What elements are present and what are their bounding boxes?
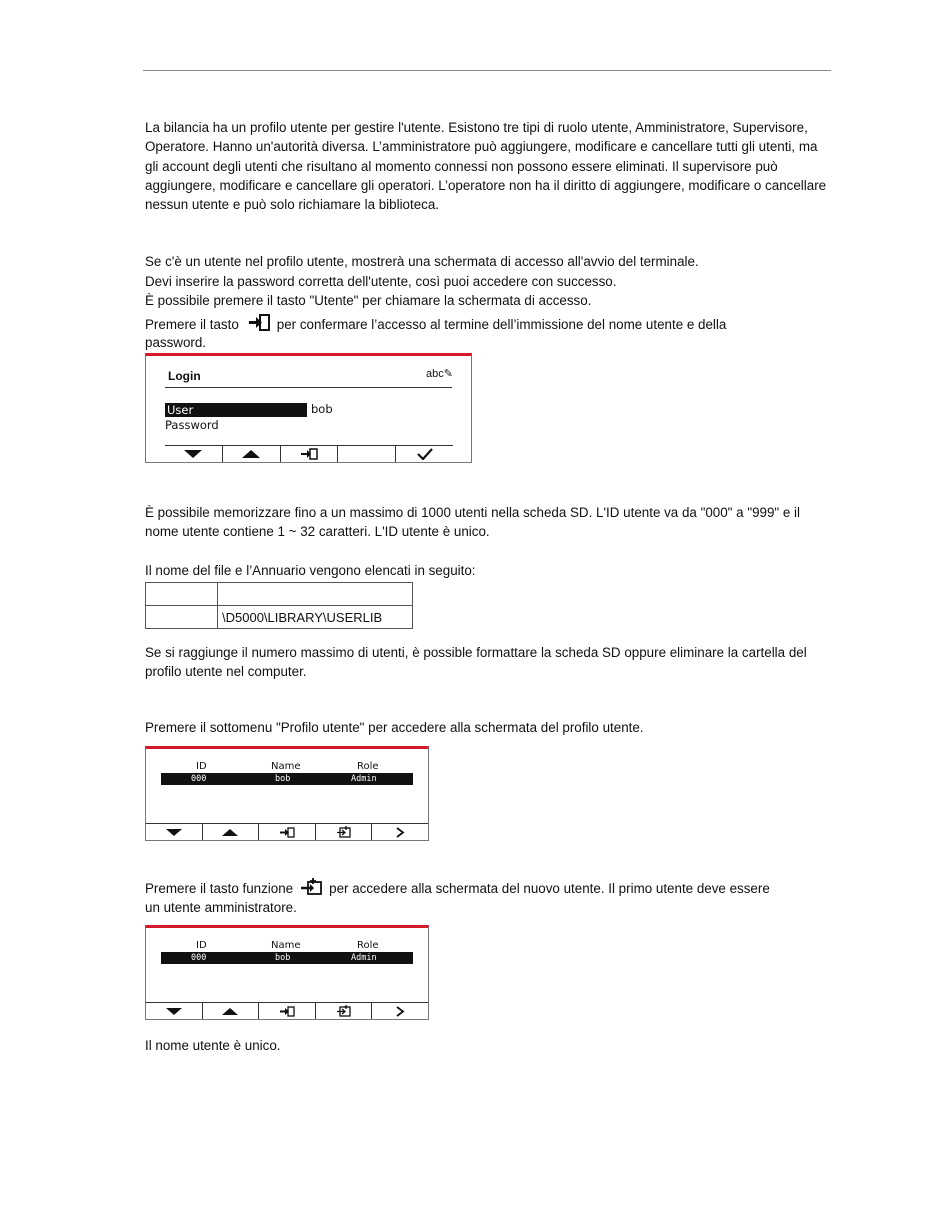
softkey-bar [146, 1003, 428, 1019]
login-icon [300, 448, 318, 460]
column-header-name: Name [271, 940, 301, 951]
paragraph-file-path-intro: Il nome del file e l’Annuario vengono elencati in seguito: [145, 563, 476, 578]
new-user-screen [145, 925, 429, 1020]
chevron-right-icon [395, 1006, 405, 1017]
table-cell [146, 583, 218, 606]
down-arrow-softkey[interactable] [146, 824, 202, 840]
input-mode-label: abc [426, 368, 444, 380]
new-user-softkey[interactable] [315, 1003, 372, 1019]
softkey-bar [146, 824, 428, 840]
column-header-role: Role [357, 940, 379, 951]
password-field-label[interactable]: Password [165, 418, 219, 432]
up-arrow-softkey[interactable] [202, 1003, 259, 1019]
login-icon [279, 827, 295, 838]
login-softkey[interactable] [258, 824, 315, 840]
row-id: 000 [191, 774, 207, 784]
next-softkey[interactable] [371, 1003, 428, 1019]
table-row[interactable] [161, 952, 413, 964]
paragraph-user-limits: È possibile memorizzare fino a un massimo di 1000 utenti nella scheda SD. L'ID utente va da "000" a "999" e il nome utente contiene 1 ~ 32 caratteri. L'ID utente è unico. [145, 505, 801, 540]
text-segment: per accedere alla schermata del nuovo utente. Il primo utente deve essere [329, 881, 770, 896]
up-arrow-softkey[interactable] [202, 824, 259, 840]
paragraph-unique-username: Il nome utente è unico. [145, 1038, 281, 1053]
text-segment: per confermare l’accesso al termine dell’immissione del nome utente e della [276, 317, 727, 332]
table-cell: \D5000\LIBRARY\USERLIB [218, 606, 413, 629]
confirm-softkey[interactable] [395, 446, 453, 462]
text-segment: Premere il tasto funzione [145, 881, 294, 896]
down-arrow-softkey[interactable] [146, 1003, 202, 1019]
paragraph-user-roles: La bilancia ha un profilo utente per gestire l'utente. Esistono tre tipi di ruolo utente, Amministratore, Supervisore, Operatore. Hanno un'autorità diversa. L’amministratore può aggiungere, modificare e cancellare tutti gli utenti, ma gli account degli utenti che risultano al momento connessi non possono essere eliminati. Il supervisore può aggiungere, modificare e cancellare gli operatori. L’operatore non ha il diritto di aggiungere, modificare o cancellare nessun utente e può solo richiamare la biblioteca. [145, 120, 827, 213]
paragraph-login-line-1: Se c'è un utente nel profilo utente, mostrerà una schermata di accesso all'avvio del terminale. [145, 254, 699, 269]
pencil-icon: ✎ [443, 368, 453, 380]
paragraph-login-line-3: È possibile premere il tasto "Utente" per chiamare la schermata di accesso. [145, 293, 592, 308]
file-path-table [145, 582, 413, 629]
blank-softkey[interactable] [337, 446, 395, 462]
login-softkey[interactable] [280, 446, 338, 462]
check-icon [416, 448, 434, 460]
column-header-id: ID [196, 761, 207, 772]
login-title: Login [168, 369, 201, 383]
title-divider [165, 387, 452, 388]
paragraph-confirm-login-cont: password. [145, 335, 207, 350]
paragraph-profile-menu: Premere il sottomenu "Profilo utente" per accedere alla schermata del profilo utente. [145, 720, 644, 735]
column-header-role: Role [357, 761, 379, 772]
column-header-id: ID [196, 940, 207, 951]
row-role: Admin [351, 774, 377, 784]
table-row [146, 583, 413, 606]
login-icon [279, 1006, 295, 1017]
chevron-right-icon [395, 827, 405, 838]
column-header-name: Name [271, 761, 301, 772]
input-mode-indicator [426, 367, 453, 380]
new-user-softkey[interactable] [315, 824, 372, 840]
down-arrow-icon [166, 828, 182, 837]
softkey-bar [165, 446, 453, 462]
down-arrow-softkey[interactable] [165, 446, 222, 462]
new-user-icon [337, 826, 351, 838]
row-name: bob [275, 774, 291, 784]
paragraph-new-user-cont: un utente amministratore. [145, 900, 297, 915]
up-arrow-icon [222, 828, 238, 837]
user-field-label[interactable]: User [165, 403, 307, 417]
down-arrow-icon [166, 1007, 182, 1016]
text-segment: Premere il tasto [145, 317, 239, 332]
table-row [146, 606, 413, 629]
row-name: bob [275, 953, 291, 963]
up-arrow-softkey[interactable] [222, 446, 280, 462]
next-softkey[interactable] [371, 824, 428, 840]
new-user-icon [337, 1005, 351, 1017]
row-id: 000 [191, 953, 207, 963]
row-role: Admin [351, 953, 377, 963]
down-arrow-icon [184, 449, 202, 459]
paragraph-max-users: Se si raggiunge il numero massimo di utenti, è possible formattare la scheda SD oppure eliminare la cartella del profilo utente nel computer. [145, 645, 807, 680]
up-arrow-icon [242, 449, 260, 459]
login-softkey[interactable] [258, 1003, 315, 1019]
table-row[interactable] [161, 773, 413, 785]
table-cell [218, 583, 413, 606]
header-rule [143, 70, 831, 71]
login-screen [145, 353, 472, 463]
user-profile-screen [145, 746, 429, 841]
table-cell [146, 606, 218, 629]
up-arrow-icon [222, 1007, 238, 1016]
paragraph-login-line-2: Devi inserire la password corretta dell'utente, così puoi accedere con successo. [145, 274, 617, 289]
user-field-value[interactable]: bob [311, 402, 333, 416]
